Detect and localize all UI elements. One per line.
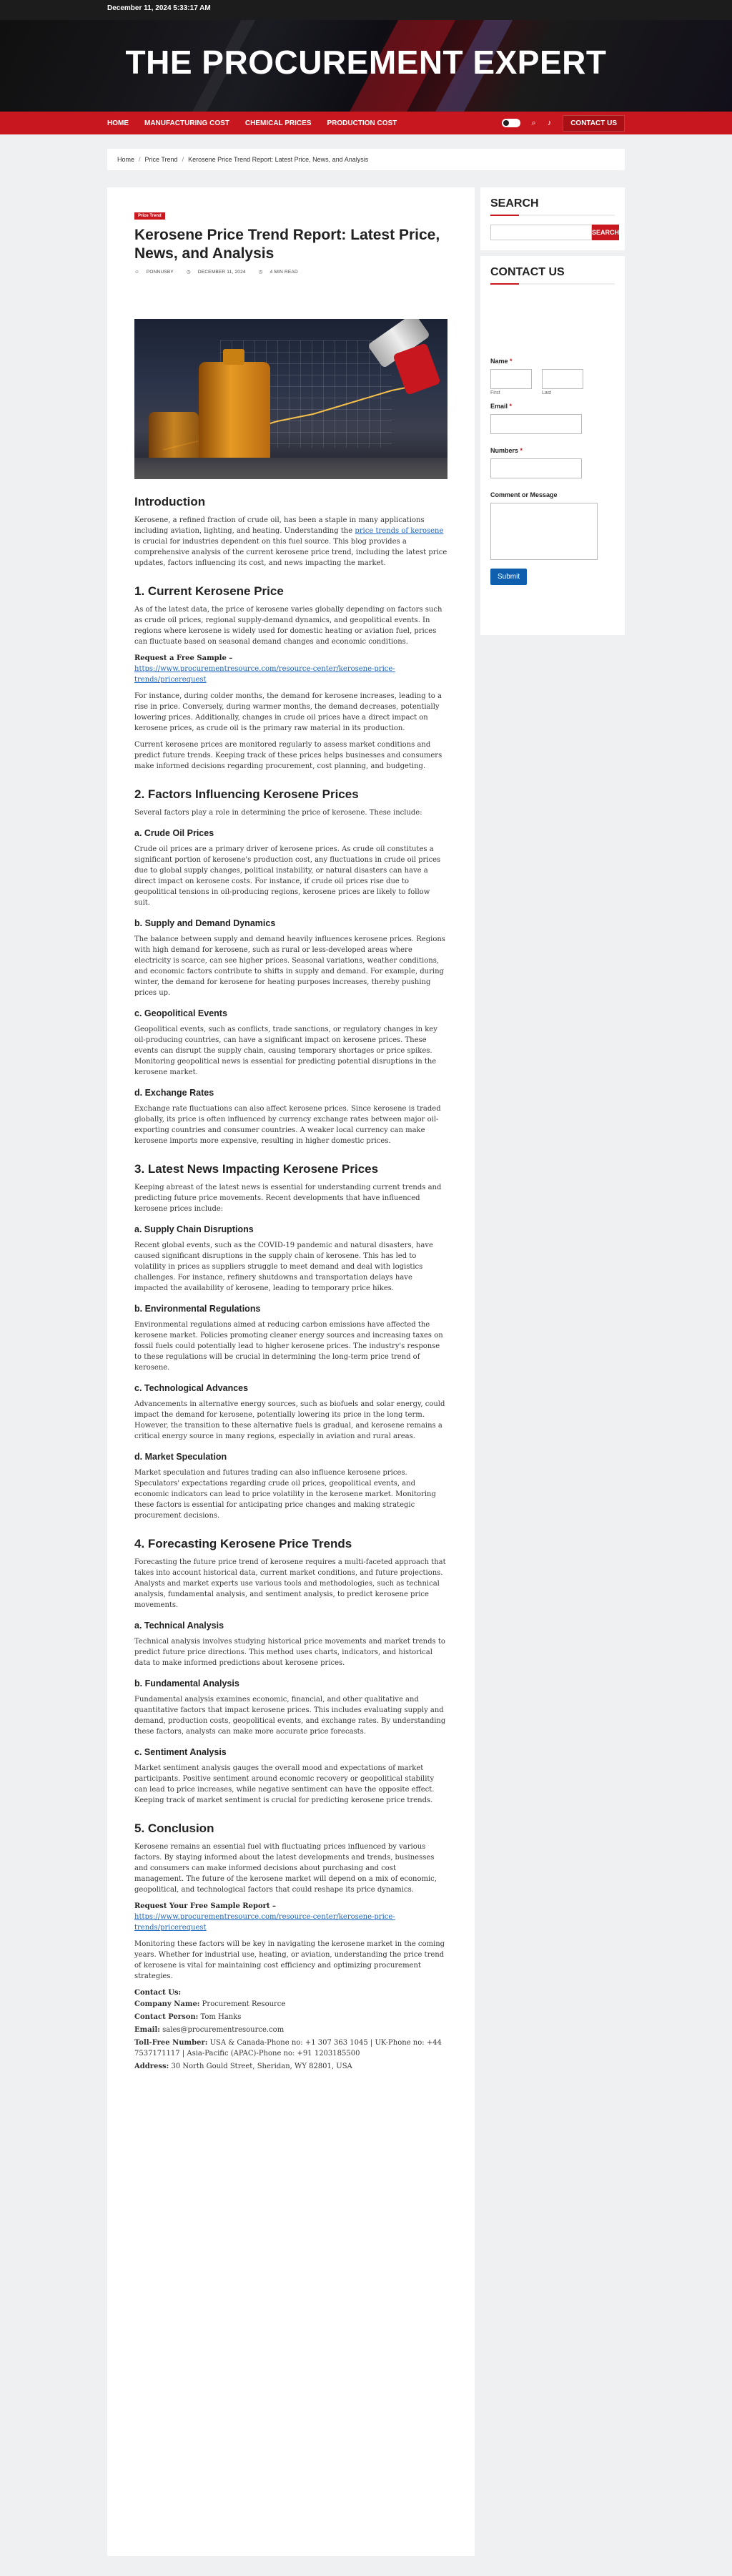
search-button[interactable]: SEARCH — [592, 225, 619, 240]
date-text: DECEMBER 11, 2024 — [197, 270, 246, 275]
text: Kerosene, a refined fraction of crude oil, has been a staple in many applications including aviation, lighting, and heating. Understanding the — [134, 516, 425, 535]
report-request-link[interactable]: https://www.procurementresource.com/resource-center/kerosene-price-trends/pricerequest — [134, 1913, 395, 1932]
contact-value: 30 North Gould Street, Sheridan, WY 82801, USA — [169, 2063, 352, 2070]
contact-line — [134, 2061, 447, 2072]
section-heading: 5. Conclusion — [134, 1822, 214, 1835]
paragraph: Several factors play a role in determining the price of kerosene. These include: — [134, 809, 422, 817]
category-badge[interactable]: Price Trend — [134, 212, 165, 220]
nav-production-cost[interactable]: PRODUCTION COST — [327, 119, 397, 127]
link-paragraph — [134, 664, 447, 685]
numbers-label — [490, 447, 615, 454]
required-mark: * — [520, 447, 523, 454]
first-name-group — [490, 369, 532, 395]
paragraph: Market sentiment analysis gauges the overall mood and expectations of market participants. Positive sentiment around economic recovery or geopolitical stability can lead to price increases, while negative sentiment can have the opposite effect. Keeping track of market sentiment is crucial for predicting kerosene price trends. — [134, 1764, 435, 1804]
paragraph: For instance, during colder months, the demand for kerosene increases, leading to a rise in price. Conversely, during warmer months, the demand decreases, potentially lowering prices. Additionally, changes in crude oil prices have a direct impact on kerosene prices, as crude oil is the primary raw material in its production. — [134, 692, 442, 732]
sample-label: Request a Free Sample – — [134, 654, 233, 662]
breadcrumb-separator: / — [139, 156, 141, 163]
clock-icon: ◷ — [258, 270, 263, 275]
breadcrumb-home[interactable]: Home — [117, 156, 135, 163]
site-header — [0, 20, 732, 112]
text: is crucial for industries dependent on this fuel source. This blog provides a comprehensive analysis of the current kerosene price trend, including the latest price updates, factors influencing its cost, and news impacting the market. — [134, 538, 447, 567]
subsection-heading: c. Geopolitical Events — [134, 1008, 227, 1018]
publish-date — [187, 270, 252, 275]
label-text: Name — [490, 358, 508, 365]
breadcrumb-price-trend[interactable]: Price Trend — [144, 156, 178, 163]
paragraph: Market speculation and futures trading can also influence kerosene prices. Speculators' expectations regarding crude oil prices, geopolitical events, and economic indicators can lead to price volatility in the kerosene market. Monitoring these factors is essential for anticipating price changes and making strategic procurement decisions. — [134, 1469, 436, 1520]
contact-value: Tom Hanks — [198, 2013, 242, 2021]
section-heading: 1. Current Kerosene Price — [134, 584, 284, 598]
email-field[interactable] — [490, 414, 582, 434]
read-time-text: 4 MIN READ — [269, 270, 298, 275]
first-label: First — [490, 390, 500, 395]
paragraph: Forecasting the future price trend of kerosene requires a multi-faceted approach that takes into account historical data, current market conditions, and future projections. Analysts and market experts use various tools and methodologies, such as technical analysis, fundamental analysis, and sentiment analysis, to predict kerosene price movements. — [134, 1558, 446, 1609]
paragraph: Geopolitical events, such as conflicts, trade sanctions, or regulatory changes in key oil-producing countries, can have a significant impact on kerosene prices. These events can disrupt the supply chain, causing temporary shortages or price spikes. Monitoring geopolitical news is essential for predicting potential disruptions in the kerosene market. — [134, 1026, 437, 1076]
section-heading: 4. Forecasting Kerosene Price Trends — [134, 1537, 352, 1550]
clock-icon: ◷ — [186, 270, 191, 275]
contact-widget — [480, 256, 625, 635]
paragraph: Keeping abreast of the latest news is essential for understanding current trends and predicting future price movements. Recent developments that have influenced kerosene prices include: — [134, 1184, 442, 1213]
paragraph: The balance between supply and demand heavily influences kerosene prices. Regions with high demand for kerosene, such as rural or less-developed areas where electricity is scarce, can see higher prices. Seasonal variations, weather conditions, and economic factors contribute to shifts in supply and demand. For example, during winter, the demand for kerosene for heating purposes increases, thereby pushing prices up. — [134, 935, 445, 997]
contact-key: Address: — [134, 2063, 169, 2070]
last-name-group — [542, 369, 583, 395]
numbers-field[interactable] — [490, 458, 582, 478]
image-jug — [199, 362, 270, 462]
name-label — [490, 358, 615, 365]
search-widget — [480, 187, 625, 250]
site-title[interactable]: THE PROCUREMENT EXPERT — [125, 44, 607, 81]
paragraph: As of the latest data, the price of kerosene varies globally depending on factors such as crude oil prices, regional supply-demand dynamics, and geopolitical events. In regions where kerosene is widely used for domestic heating or aviation fuel, prices can fluctuate based on seasonal demand changes and economic conditions. — [134, 606, 442, 646]
contact-value: sales@procurementresource.com — [159, 2026, 285, 2034]
article — [107, 187, 475, 2556]
author-name[interactable]: PONNUSBY — [146, 270, 174, 275]
breadcrumb-current: Kerosene Price Trend Report: Latest Price, News, and Analysis — [188, 156, 369, 163]
contact-line — [134, 2037, 447, 2059]
main-nav — [0, 112, 732, 134]
paragraph: Kerosene remains an essential fuel with fluctuating prices influenced by various factors. By staying informed about the latest developments and trends, businesses and consumers can make informed decisions about purchasing and cost management. The future of the kerosene market will depend on a mix of economic, geopolitical, and technological factors that could reshape its price dynamics. — [134, 1843, 437, 1894]
paragraph: Fundamental analysis examines economic, financial, and other qualitative and quantitative factors that impact kerosene prices. This includes evaluating supply and demand, production costs, geopolitical events, and exchange rates. By understanding these factors, analysts can make more accurate price forecasts. — [134, 1696, 446, 1736]
label-text: Email — [490, 403, 508, 410]
contact-us-button[interactable]: CONTACT US — [563, 115, 625, 132]
contact-key: Toll-Free Number: — [134, 2039, 208, 2047]
paragraph — [134, 515, 447, 569]
contact-heading: Contact Us: — [134, 1989, 182, 1997]
section-heading: 3. Latest News Impacting Kerosene Prices — [134, 1162, 379, 1176]
contact-key: Email: — [134, 2026, 160, 2034]
author[interactable] — [134, 270, 179, 275]
paragraph: Monitoring these factors will be key in navigating the kerosene market in the coming years. Whether for industrial use, heating, or aviation, understanding the price trend of kerosene is vital for maintaining cost efficiency and optimizing procurement strategies. — [134, 1940, 445, 1980]
image-floor — [134, 458, 447, 479]
top-bar — [0, 0, 732, 20]
read-time — [259, 270, 304, 275]
paragraph: Technical analysis involves studying historical price movements and market trends to predict future price directions. This method uses charts, indicators, and historical data to make informed predictions about kerosene prices. — [134, 1638, 445, 1667]
section-heading: Introduction — [134, 495, 206, 508]
last-name-input[interactable] — [542, 369, 583, 389]
contact-key: Contact Person: — [134, 2013, 199, 2021]
article-meta — [134, 269, 447, 275]
contact-value: USA & Canada-Phone no: +1 307 363 1045 | UK-Phone no: +44 7537171117 | Asia-Pacific (APAC)-Phone no: +91 1203185500 — [134, 2039, 442, 2058]
bell-icon[interactable]: ♪ — [547, 119, 552, 127]
email-label — [490, 403, 615, 410]
subsection-heading: a. Crude Oil Prices — [134, 828, 214, 838]
featured-image — [134, 319, 447, 479]
paragraph: Advancements in alternative energy sources, such as biofuels and solar energy, could impact the demand for kerosene, potentially lowering its price in the long term. However, the transition to these alternative fuels is gradual, and kerosene remains a critical energy source in many regions, especially in aviation and rural areas. — [134, 1400, 445, 1440]
subsection-heading: b. Supply and Demand Dynamics — [134, 918, 276, 928]
contact-line — [134, 1999, 447, 2010]
nav-actions — [502, 112, 625, 134]
search-row — [490, 225, 620, 240]
subsection-heading: b. Fundamental Analysis — [134, 1678, 239, 1688]
article-title: Kerosene Price Trend Report: Latest Price, News, and Analysis — [134, 227, 440, 262]
subsection-heading: d. Exchange Rates — [134, 1088, 214, 1098]
paragraph: Recent global events, such as the COVID-19 pandemic and natural disasters, have caused significant disruptions in the supply chain of kerosene. This has led to volatility in prices as suppliers struggle to meet demand and deal with logistics challenges. For instance, refinery shutdowns and transportation delays have impacted the availability of kerosene, leading to temporary price hikes. — [134, 1242, 433, 1292]
name-row — [490, 369, 615, 395]
spacer — [490, 293, 615, 350]
subsection-heading: b. Environmental Regulations — [134, 1304, 261, 1314]
breadcrumb-separator: / — [182, 156, 184, 163]
comment-textarea[interactable] — [490, 503, 598, 560]
contact-value: Procurement Resource — [199, 2000, 286, 2008]
nav-chemical-prices[interactable]: CHEMICAL PRICES — [244, 119, 312, 127]
user-icon: ☺ — [134, 270, 139, 275]
date-time: December 11, 2024 5:33:17 AM — [107, 4, 211, 12]
search-input[interactable] — [490, 225, 592, 240]
subsection-heading: c. Sentiment Analysis — [134, 1747, 227, 1757]
first-name-input[interactable] — [490, 369, 532, 389]
dark-mode-toggle[interactable] — [502, 119, 520, 127]
last-label: Last — [542, 390, 552, 395]
paragraph: Exchange rate fluctuations can also affect kerosene prices. Since kerosene is traded globally, its price is often influenced by currency exchange rates between major oil-exporting countries and consumer countries. A weaker local currency can make kerosene imports more expensive, resulting in higher domestic prices. — [134, 1105, 441, 1145]
required-mark: * — [509, 403, 513, 410]
paragraph: Environmental regulations aimed at reducing carbon emissions have affected the kerosene market. Policies promoting cleaner energy sources and increasing taxes on fossil fuels could potentially lead to higher kerosene prices. The industry's response to these regulations will be crucial in determining the long-term price trend of kerosene. — [134, 1321, 443, 1372]
required-mark: * — [510, 358, 513, 365]
search-widget-title: SEARCH — [490, 197, 615, 216]
link-paragraph — [134, 1912, 447, 1933]
paragraph: Current kerosene prices are monitored regularly to assess market conditions and predict future trends. Keeping track of these prices helps businesses and consumers make informed decisions regarding procurement, cost planning, and budgeting. — [134, 741, 442, 770]
label-text: Numbers — [490, 447, 519, 454]
search-icon[interactable]: ⌕ — [531, 118, 536, 127]
price-trends-link[interactable]: price trends of kerosene — [355, 527, 444, 535]
contact-line — [134, 2025, 447, 2035]
subsection-heading: d. Market Speculation — [134, 1452, 227, 1462]
contact-block — [134, 1989, 447, 2072]
contact-widget-title: CONTACT US — [490, 266, 615, 285]
nav-home[interactable]: HOME — [107, 119, 129, 127]
nav-manufacturing-cost[interactable]: MANUFACTURING COST — [144, 119, 229, 127]
subsection-heading: a. Supply Chain Disruptions — [134, 1224, 254, 1234]
contact-key: Company Name: — [134, 2000, 200, 2008]
subsection-heading: a. Technical Analysis — [134, 1621, 224, 1631]
breadcrumb — [107, 149, 625, 170]
section-heading: 2. Factors Influencing Kerosene Prices — [134, 787, 359, 801]
comment-label: Comment or Message — [490, 491, 558, 498]
subsection-heading: c. Technological Advances — [134, 1383, 249, 1393]
paragraph: Crude oil prices are a primary driver of kerosene prices. As crude oil constitutes a significant portion of kerosene's production cost, any fluctuations in crude oil prices due to global supply changes, political instability, or natural disasters can have a direct impact on kerosene costs. For instance, if crude oil prices rise due to geopolitical tensions in oil-producing regions, kerosene prices are likely to follow suit. — [134, 845, 441, 907]
sample-request-link[interactable]: https://www.procurementresource.com/resource-center/kerosene-price-trends/pricerequest — [134, 665, 395, 684]
contact-line — [134, 2012, 447, 2022]
report-label: Request Your Free Sample Report – — [134, 1902, 277, 1910]
submit-button[interactable]: Submit — [490, 569, 527, 585]
